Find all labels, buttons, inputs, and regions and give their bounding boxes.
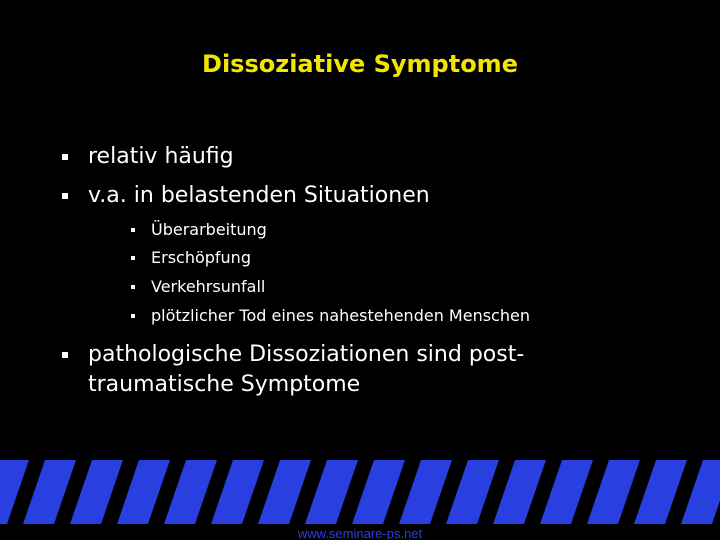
stripe-gap bbox=[101, 460, 139, 524]
decorative-stripe-band bbox=[0, 460, 720, 524]
stripe-gap bbox=[289, 460, 327, 524]
sub-bullet-text: Verkehrsunfall bbox=[151, 277, 266, 296]
stripe-gap bbox=[7, 460, 45, 524]
sub-bullet-text: Erschöpfung bbox=[151, 248, 251, 267]
diagonal-stripes bbox=[0, 460, 720, 524]
square-bullet-icon bbox=[131, 256, 135, 260]
stripe-gap bbox=[242, 460, 280, 524]
square-bullet-icon bbox=[131, 314, 135, 318]
bullet-text-line: traumatische Symptome bbox=[88, 372, 361, 397]
bullet-text-line: pathologische Dissoziationen sind post- bbox=[88, 342, 525, 367]
stripe-gap bbox=[430, 460, 468, 524]
stripe-gap bbox=[665, 460, 703, 524]
footer-url: www.seminare-ps.net bbox=[297, 526, 423, 540]
stripe-gap bbox=[383, 460, 421, 524]
stripe-gap bbox=[477, 460, 515, 524]
square-bullet-icon bbox=[62, 193, 68, 199]
sub-bullet-text: Überarbeitung bbox=[151, 220, 267, 239]
stripe-gap bbox=[148, 460, 186, 524]
stripe-gap bbox=[336, 460, 374, 524]
stripe-gap bbox=[524, 460, 562, 524]
square-bullet-icon bbox=[131, 285, 135, 289]
stripe-gap bbox=[571, 460, 609, 524]
stripe-gap bbox=[54, 460, 92, 524]
square-bullet-icon bbox=[62, 154, 68, 160]
bullet-text: relativ häufig bbox=[88, 144, 234, 169]
square-bullet-icon bbox=[62, 352, 68, 358]
stripe-gap bbox=[618, 460, 656, 524]
stripe-gap bbox=[195, 460, 233, 524]
stripe-gap bbox=[712, 460, 720, 524]
slide-title: Dissoziative Symptome bbox=[202, 50, 518, 78]
bullet-text: v.a. in belastenden Situationen bbox=[88, 183, 430, 208]
square-bullet-icon bbox=[131, 228, 135, 232]
sub-bullet-text: plötzlicher Tod eines nahestehenden Menschen bbox=[151, 306, 530, 325]
